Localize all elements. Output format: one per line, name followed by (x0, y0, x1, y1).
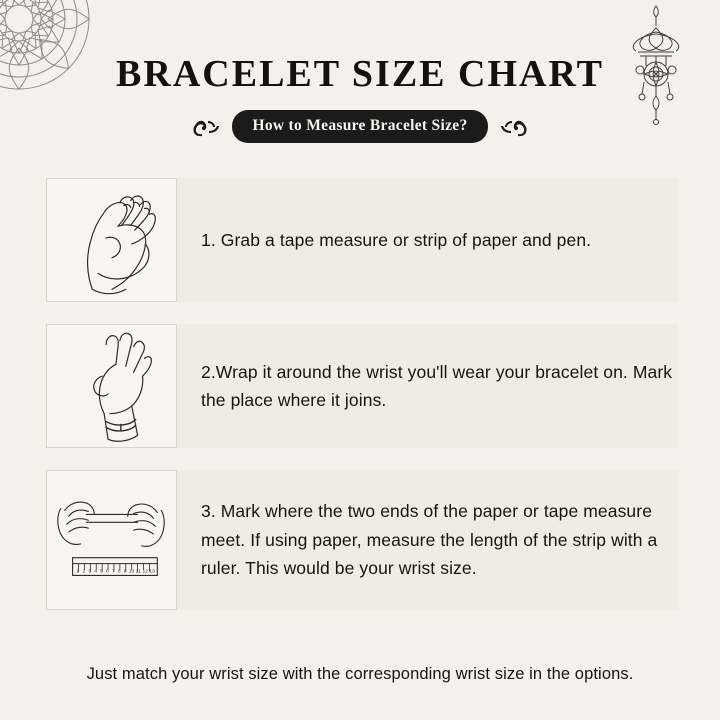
svg-text:11: 11 (135, 569, 141, 575)
flourish-left-icon (192, 115, 222, 139)
svg-text:1: 1 (76, 569, 80, 575)
svg-text:7: 7 (111, 569, 115, 575)
step-item (0, 324, 720, 448)
svg-text:8: 8 (117, 569, 121, 575)
closed-fist-hand-illustration (46, 178, 177, 302)
svg-text:10: 10 (128, 569, 135, 575)
svg-text:6: 6 (106, 569, 109, 575)
hand-with-tape-around-wrist-illustration (46, 324, 177, 448)
footer-note: Just match your wrist size with the corresponding wrist size in the options. (86, 665, 634, 683)
svg-text:9: 9 (123, 569, 127, 575)
svg-text:3: 3 (88, 569, 92, 575)
svg-text:4: 4 (94, 569, 98, 575)
step-item (0, 178, 720, 302)
step-item (0, 470, 720, 610)
flourish-right-icon (498, 115, 528, 139)
step-text: 3. Mark where the two ends of the paper or tape measure meet. If using paper, measure the length of the strip with a ruler. This would be your wrist size. (201, 501, 658, 579)
svg-text:13: 13 (149, 569, 155, 575)
page-title: BRACELET SIZE CHART (116, 53, 604, 95)
hands-measuring-strip-with-ruler-illustration (46, 470, 177, 610)
step-text: 1. Grab a tape measure or strip of paper and pen. (201, 229, 592, 250)
step-text: 2.Wrap it around the wrist you'll wear your bracelet on. Mark the place where it joins. (201, 361, 673, 410)
subtitle-badge: How to Measure Bracelet Size? (232, 110, 487, 143)
svg-text:2: 2 (82, 569, 86, 575)
svg-text:5: 5 (100, 569, 103, 575)
svg-text:12: 12 (142, 569, 148, 575)
steps-list (0, 178, 720, 632)
subtitle-row (0, 110, 720, 143)
